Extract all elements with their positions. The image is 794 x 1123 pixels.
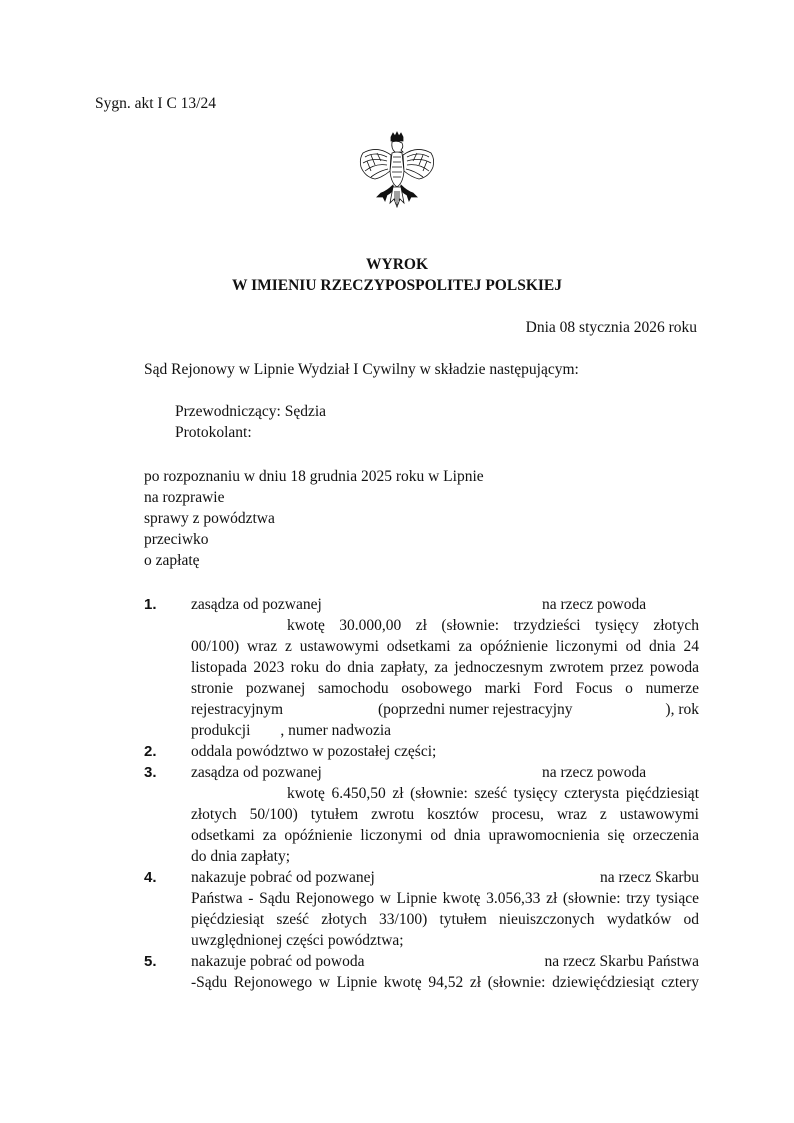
- item-line: Państwa - Sądu Rejonowego w Lipnie kwotę 3.056,33 zł (słownie: trzy tysiące: [191, 890, 699, 907]
- item-line: 00/100) wraz z ustawowymi odsetkami za opóźnienie liczonymi od dnia 24: [191, 638, 699, 655]
- judgment-title: WYROK: [366, 256, 428, 273]
- item-number: 2.: [144, 743, 157, 760]
- ruling-item-1: [144, 594, 699, 741]
- item-line: odsetkami za opóźnienie liczonymi od dnia uprawomocnienia się orzeczenia: [191, 827, 699, 844]
- item-line: -Sądu Rejonowego w Lipnie kwotę 94,52 zł (słownie: dziewięćdziesiąt cztery: [191, 974, 699, 991]
- item-number: 4.: [144, 869, 157, 886]
- item-line: uwzględnionej części powództwa;: [191, 932, 404, 949]
- intro-line: przeciwko: [144, 531, 209, 548]
- item-line: złotych 50/100) tytułem zwrotu kosztów procesu, wraz z ustawowymi: [191, 806, 699, 823]
- ruling-item-3: [144, 762, 699, 867]
- case-number: Sygn. akt I C 13/24: [95, 95, 216, 112]
- item-line: listopada 2023 roku do dnia zapłaty, za jednoczesnym zwrotem przez powoda: [191, 659, 699, 676]
- judgment-subtitle: W IMIENIU RZECZYPOSPOLITEJ POLSKIEJ: [231, 277, 563, 294]
- item-number: 3.: [144, 764, 157, 781]
- ruling-items: [144, 594, 699, 993]
- polish-eagle-icon: [357, 131, 437, 221]
- item-line: stronie pozwanej samochodu osobowego marki Ford Focus o numerze: [191, 680, 699, 697]
- item-line: zasądza od pozwanej na rzecz powoda: [191, 764, 647, 781]
- item-line: nakazuje pobrać od powoda na rzecz Skarbu Państwa: [191, 953, 699, 970]
- item-line: oddala powództwo w pozostałej części;: [191, 743, 437, 760]
- court-clerk: Protokolant:: [175, 424, 252, 441]
- item-line: pięćdziesiąt sześć złotych 33/100) tytułem nieuiszczonych wydatków od: [191, 911, 699, 928]
- case-intro: [144, 466, 664, 571]
- item-line: nakazuje pobrać od pozwanej na rzecz Skarbu: [191, 869, 699, 886]
- presiding-judge: Przewodniczący: Sędzia: [175, 403, 327, 420]
- item-line: rejestracyjnym (poprzedni numer rejestracyjny ), rok: [191, 701, 699, 718]
- item-number: 5.: [144, 953, 157, 970]
- item-line: zasądza od pozwanej na rzecz powoda: [191, 596, 647, 613]
- ruling-item-4: [144, 867, 699, 951]
- judgment-date: Dnia 08 stycznia 2026 roku: [525, 319, 697, 336]
- intro-line: na rozprawie: [144, 489, 225, 506]
- item-line: kwotę 6.450,50 zł (słownie: sześć tysięcy czterysta pięćdziesiąt: [287, 785, 699, 802]
- item-line: kwotę 30.000,00 zł (słownie: trzydzieści tysięcy złotych: [287, 617, 699, 634]
- item-line: produkcji , numer nadwozia: [191, 722, 392, 739]
- intro-line: po rozpoznaniu w dniu 18 grudnia 2025 roku w Lipnie: [144, 468, 484, 485]
- item-line: do dnia zapłaty;: [191, 848, 290, 865]
- court-composition: Sąd Rejonowy w Lipnie Wydział I Cywilny w składzie następującym:: [144, 361, 579, 378]
- item-number: 1.: [144, 596, 157, 613]
- intro-line: o zapłatę: [144, 552, 200, 569]
- intro-line: sprawy z powództwa: [144, 510, 275, 527]
- ruling-item-2: [144, 741, 699, 762]
- ruling-item-5: [144, 951, 699, 993]
